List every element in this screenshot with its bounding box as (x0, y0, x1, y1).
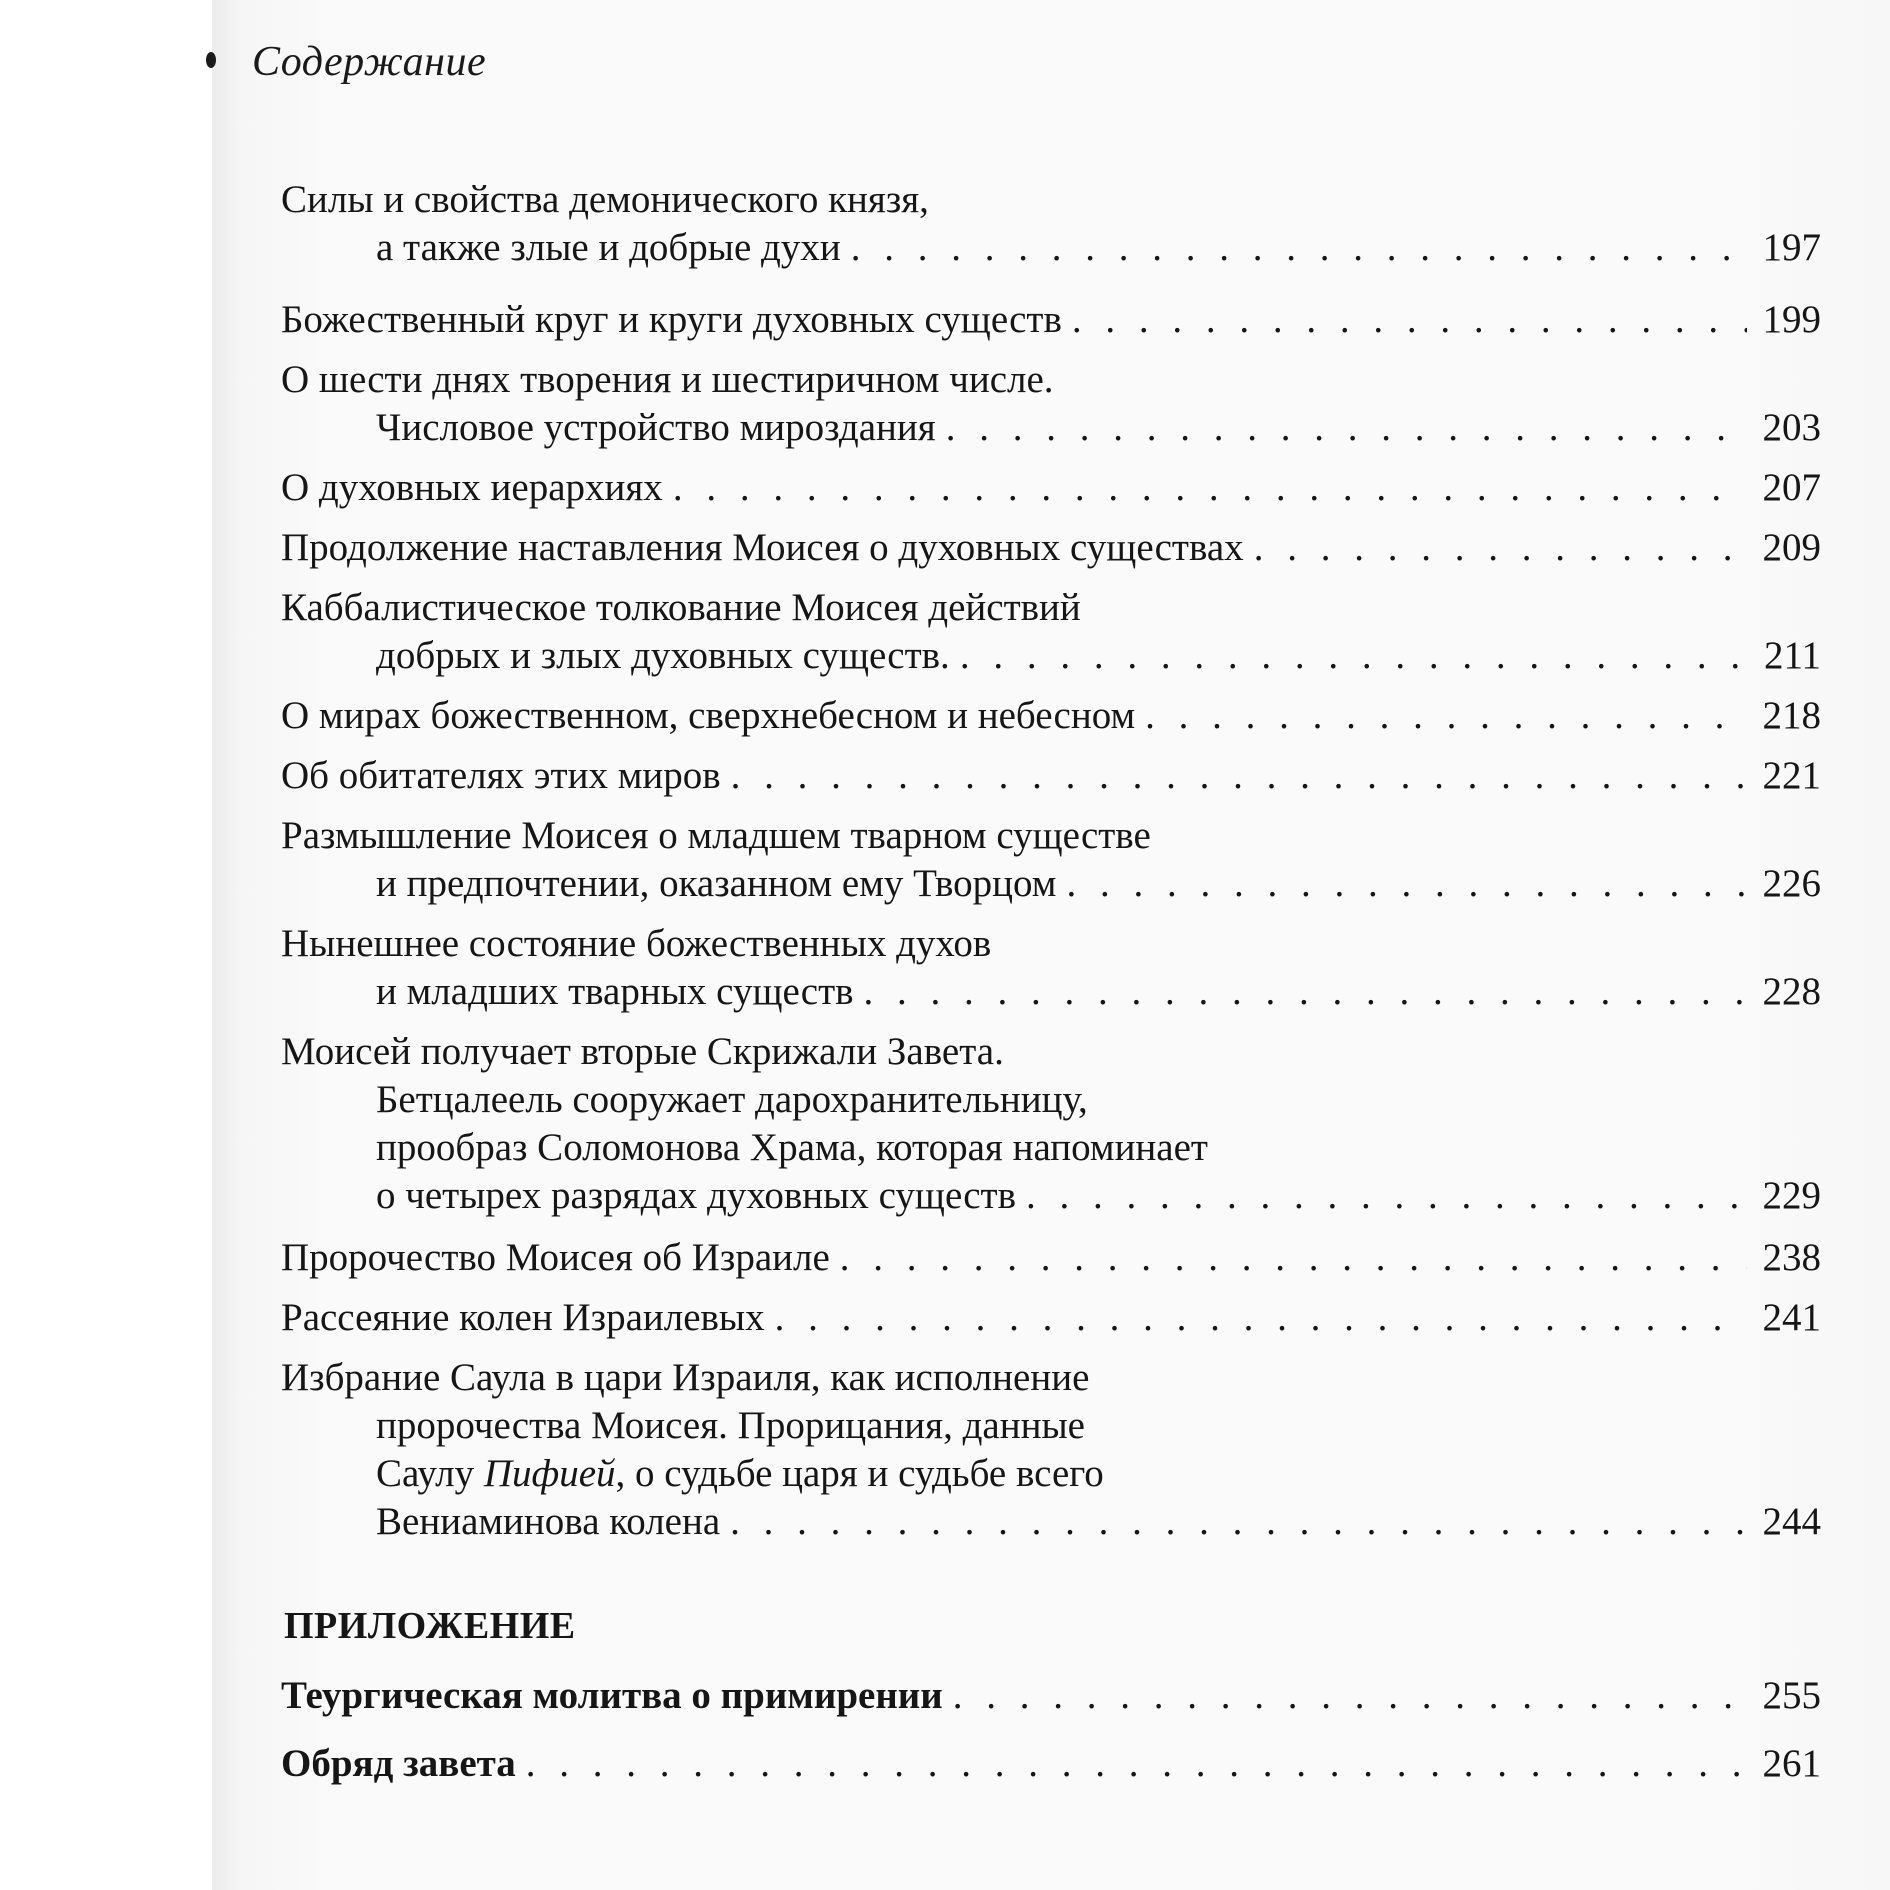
toc-italic-term: Пифией (483, 1452, 616, 1495)
toc-page-number: 229 (1762, 1174, 1821, 1217)
toc-line-text: о четырех разрядах духовных существ (376, 1174, 1016, 1217)
dot-leader (840, 1234, 1747, 1282)
toc-line (281, 752, 1821, 800)
toc-line-text: , о судьбе царя и судьбе всего (615, 1452, 1104, 1495)
toc-line: пророчества Моисея. Прорицания, данные (376, 1404, 1085, 1447)
toc-page-number: 203 (1762, 406, 1821, 449)
toc-line-text: Обряд завета (281, 1742, 516, 1785)
toc-line-text: Пророчество Моисея об Израиле (281, 1236, 830, 1279)
toc-page-number: 221 (1762, 754, 1821, 797)
toc-line-text: Продолжение наставления Моисея о духовных существах (281, 526, 1244, 569)
toc-line (281, 1172, 1821, 1220)
toc-line: Каббалистическое толкование Моисея действий (281, 586, 1081, 629)
toc-line: Силы и свойства демонического князя, (281, 178, 929, 221)
page-number-fragment (206, 52, 216, 68)
toc-page-number: 244 (1762, 1500, 1821, 1543)
toc-line (281, 1294, 1821, 1342)
toc-entry (281, 464, 1821, 512)
book-page (212, 0, 1890, 1890)
toc-entry (281, 920, 1821, 1016)
toc-entry (281, 524, 1821, 572)
toc-line (281, 860, 1821, 908)
dot-leader (1072, 296, 1747, 344)
toc-entry (281, 176, 1821, 272)
toc-line: О шести днях творения и шестиричном числе. (281, 358, 1054, 401)
dot-leader (960, 632, 1747, 680)
dot-leader (851, 224, 1747, 272)
toc-line-text: Божественный круг и круги духовных существ (281, 298, 1062, 341)
dot-leader (775, 1294, 1747, 1342)
toc-entry (281, 1740, 1821, 1788)
toc-page-number: 199 (1762, 298, 1821, 341)
dot-leader (673, 464, 1747, 512)
toc-page-number: 228 (1762, 970, 1821, 1013)
toc-page-number: 211 (1763, 634, 1821, 677)
toc-line (281, 1498, 1821, 1546)
toc-entry (281, 1294, 1821, 1342)
toc-line: Бетцалеель сооружает дарохранительницу, (376, 1078, 1088, 1121)
toc-entry (281, 584, 1821, 680)
dot-leader (526, 1740, 1747, 1788)
toc-entry (281, 1028, 1821, 1220)
toc-line-text: и младших тварных существ (376, 970, 854, 1013)
toc-entry (281, 1672, 1821, 1720)
toc-page-number: 261 (1762, 1742, 1821, 1785)
toc-page-number: 207 (1762, 466, 1821, 509)
toc-line-text: Об обитателях этих миров (281, 754, 721, 797)
toc-line-text: О духовных иерархиях (281, 466, 663, 509)
toc-line (281, 1740, 1821, 1788)
toc-page-number: 238 (1762, 1236, 1821, 1279)
dot-leader (1026, 1172, 1747, 1220)
toc-entry (281, 1354, 1821, 1546)
dot-leader (946, 404, 1747, 452)
toc-line (281, 1450, 1821, 1498)
toc-entry (281, 356, 1821, 452)
toc-line: Избрание Саула в цари Израиля, как исполнение (281, 1356, 1090, 1399)
toc-line-text: Вениаминова колена (376, 1500, 721, 1543)
toc-line (281, 692, 1821, 740)
toc-line (281, 296, 1821, 344)
toc-line-text: и предпочтении, оказанном ему Творцом (376, 862, 1057, 905)
toc-entry (281, 296, 1821, 344)
toc-line (281, 524, 1821, 572)
toc-entry (281, 692, 1821, 740)
dot-leader (864, 968, 1747, 1016)
toc-line-text: а также злые и добрые духи (376, 226, 841, 269)
toc-line: Моисей получает вторые Скрижали Завета. (281, 1030, 1004, 1073)
dot-leader (1066, 860, 1747, 908)
toc-page-number: 209 (1762, 526, 1821, 569)
toc-page-number: 255 (1762, 1674, 1821, 1717)
toc-line-text: добрых и злых духовных существ. (376, 634, 950, 677)
toc-line: Размышление Моисея о младшем тварном существе (281, 814, 1151, 857)
toc-line-text: О мирах божественном, сверхнебесном и небесном (281, 694, 1136, 737)
toc-line (281, 404, 1821, 452)
toc-line (281, 968, 1821, 1016)
toc-line-text: Саулу (376, 1452, 484, 1495)
toc-line: прообраз Соломонова Храма, которая напоминает (376, 1126, 1208, 1169)
dot-leader (1145, 692, 1747, 740)
toc-line-text: Числовое устройство мироздания (376, 406, 936, 449)
toc-line: Нынешнее состояние божественных духов (281, 922, 992, 965)
dot-leader (730, 1498, 1747, 1546)
appendix-heading: ПРИЛОЖЕНИЕ (284, 1605, 576, 1647)
toc-page-number: 218 (1762, 694, 1821, 737)
toc-line (281, 224, 1821, 272)
dot-leader (1254, 524, 1747, 572)
toc-page-number: 241 (1762, 1296, 1821, 1339)
toc-page-number: 197 (1762, 226, 1821, 269)
toc-line (281, 1234, 1821, 1282)
dot-leader (953, 1672, 1747, 1720)
running-title: Содержание (252, 39, 487, 85)
toc-entry (281, 812, 1821, 908)
toc-line (281, 632, 1821, 680)
toc-line-text: Рассеяние колен Израилевых (281, 1296, 765, 1339)
toc-line (281, 1672, 1821, 1720)
dot-leader (731, 752, 1747, 800)
scan-left-margin (0, 0, 212, 1890)
toc-line (281, 464, 1821, 512)
toc-page-number: 226 (1762, 862, 1821, 905)
toc-entry (281, 1234, 1821, 1282)
toc-entry (281, 752, 1821, 800)
toc-line-text: Теургическая молитва о примирении (281, 1674, 943, 1717)
